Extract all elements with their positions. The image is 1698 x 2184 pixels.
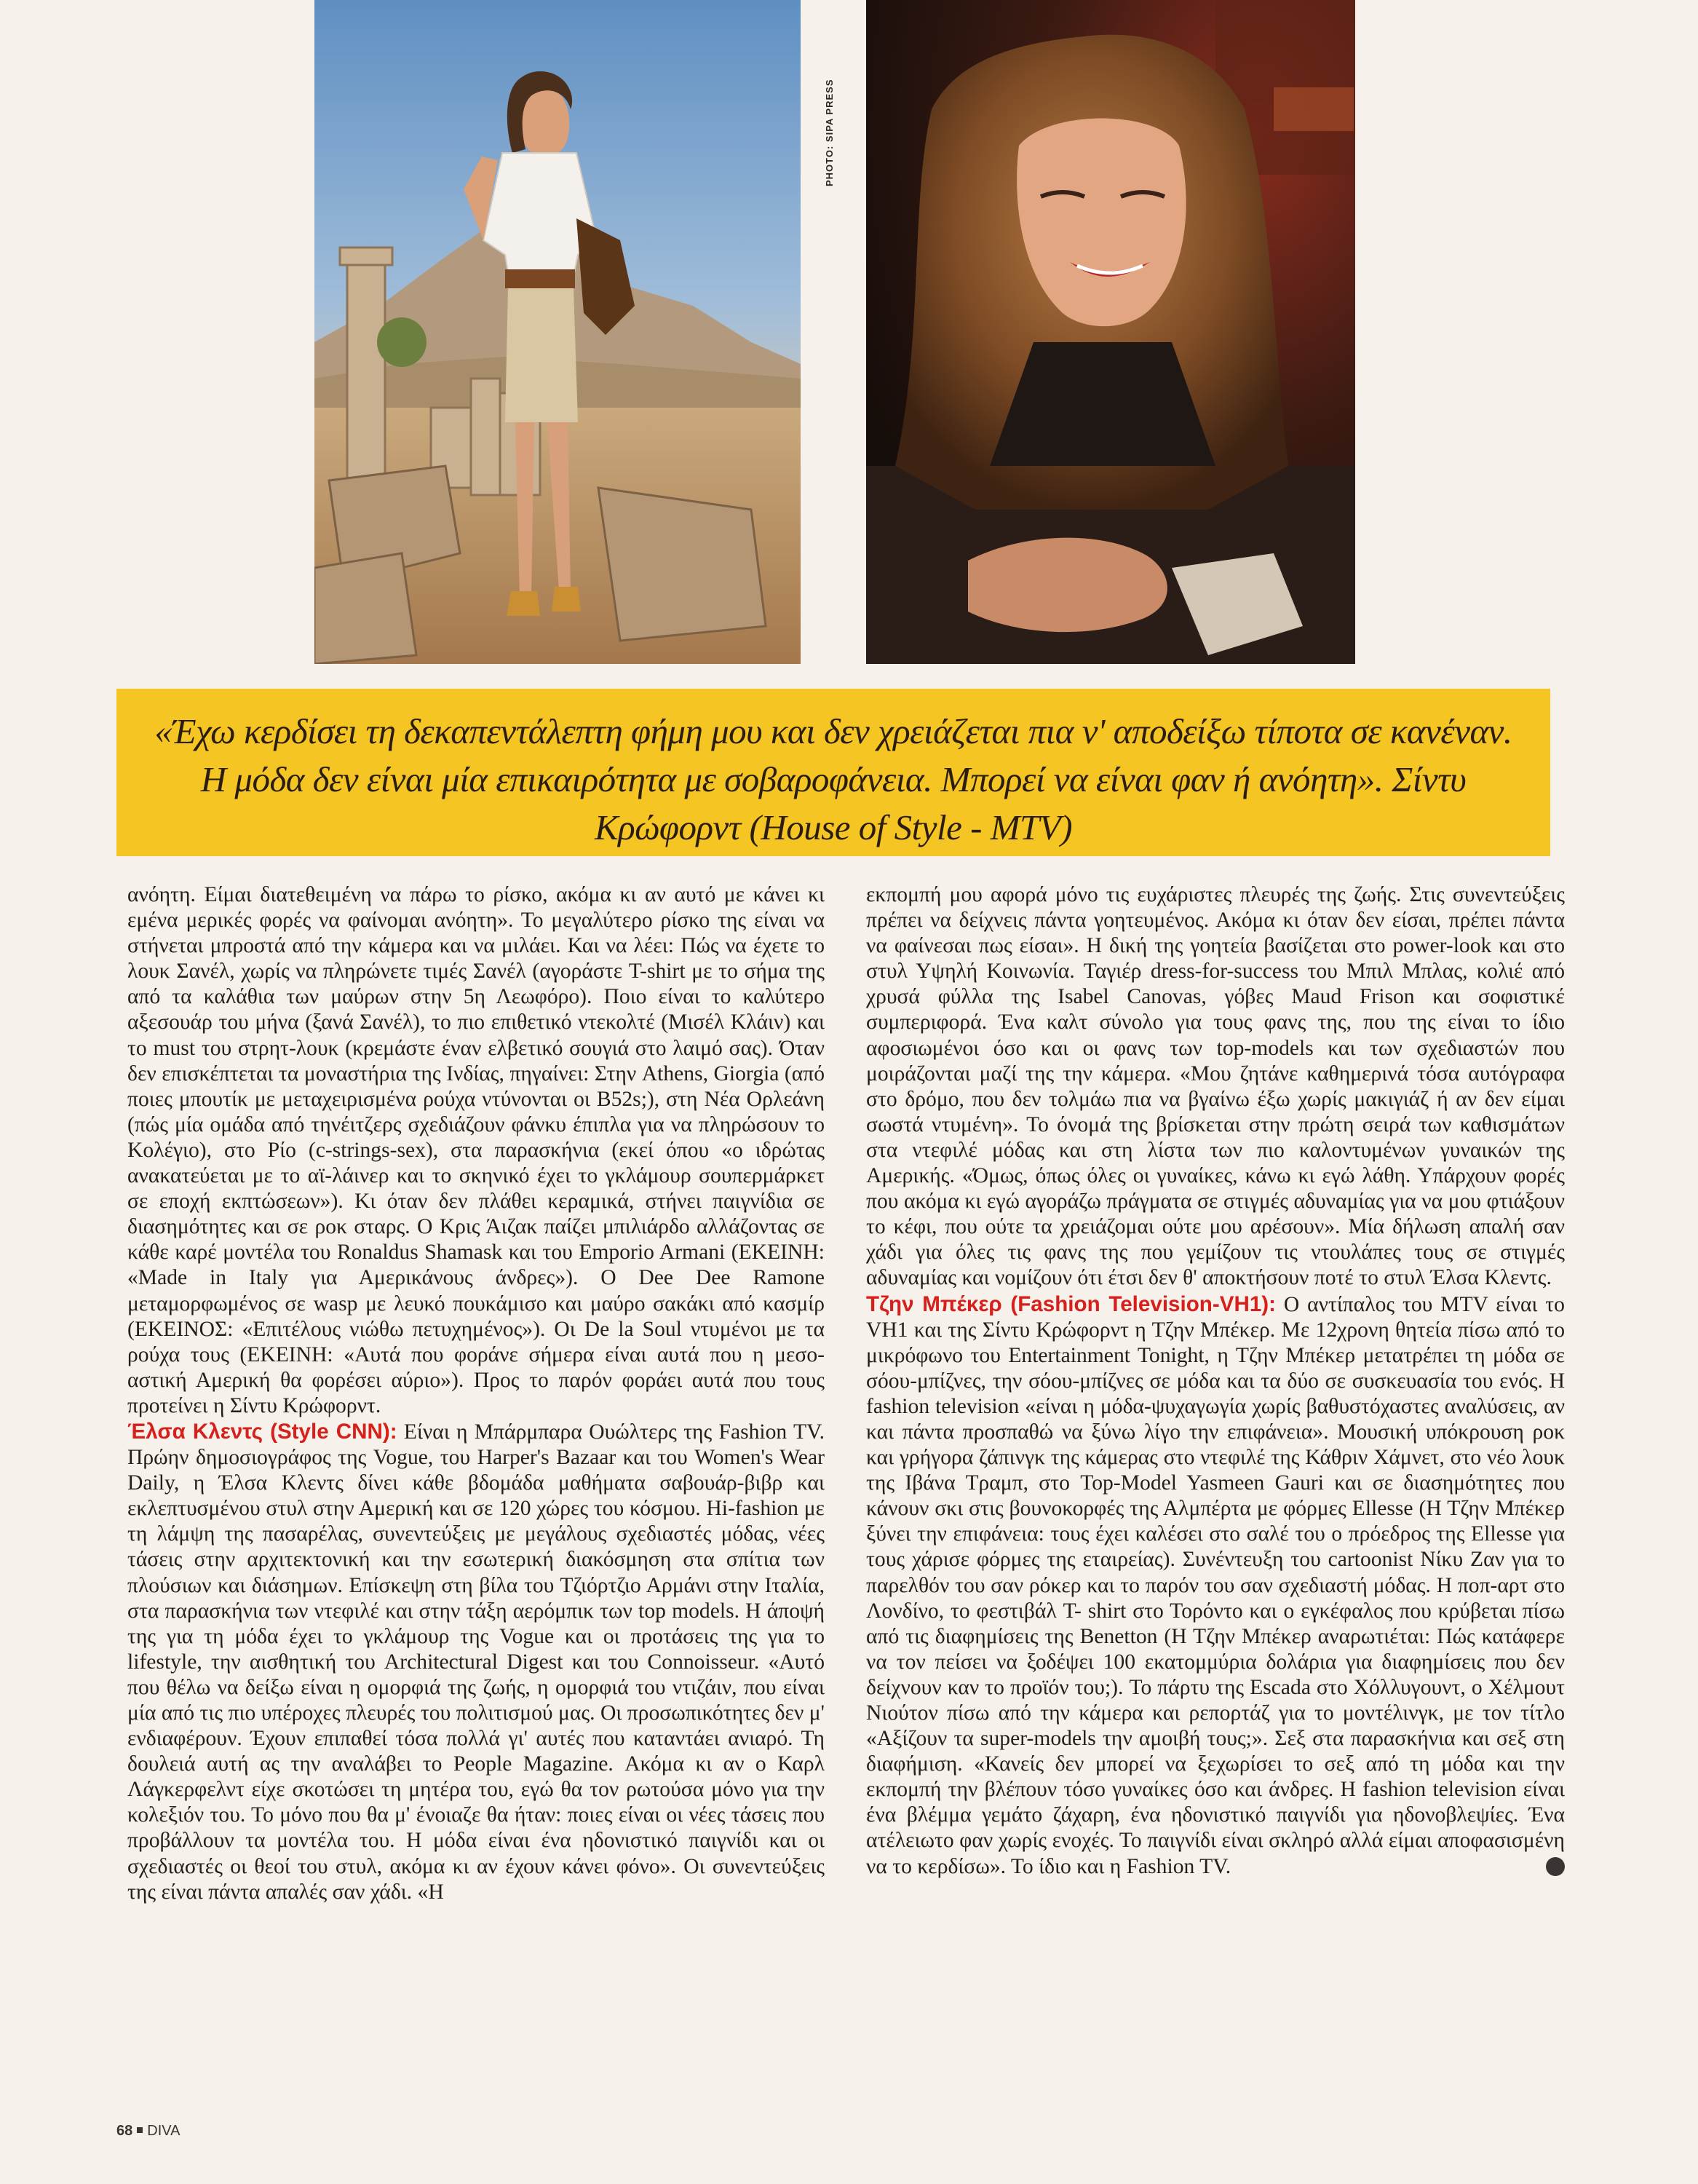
paragraph: εκπομπή μου αφορά μόνο τις ευχάριστες πλευρές της ζωής. Στις συνεντεύξεις πρέπει να δείχνεις πάντα γοητευμένος. Ακόμα κι όταν δεν είσαι, πρέπει πάντα να φαίνεσαι πως είσαι». Η δική της γοητεία βασίζεται στο power-look και στο στυλ Υψηλή Κοινωνία. Ταγιέρ dress-for-success του Μπιλ Μπλας, κολιέ από χρυσά φύλλα της Isabel Canovas, γόβες Maud Frison και σοφιστικέ συμπεριφορά. Ένα καλτ σύνολο για τους φανς της, που της είναι το ίδιο αφοσιωμένοι όσο και οι φανς των top-models και των σχεδιαστών που μοιράζονται μαζί της την κάμερα. «Μου ζητάνε καθημερινά τόσα αυτόγραφα στο δρόμο, που δεν τολμάω πια να βγαίνω έξω χωρίς μακιγιάζ ή αν δεν είμαι σωστά ντυμένη». Το όνομά της βρίσκεται στην πρώτη σειρά των καθισμάτων στα ντεφιλέ μόδας και στη λίστα των πιο καλοντυμένων γυναικών της Αμερικής. «Όμως, όπως όλες οι γυναίκες, κάνω κι εγώ λάθη. Υπάρχουν φορές που ακόμα κι εγώ αγοράζω πράγματα σε στιγμές αδυναμίας για να μου φτιάξουν το κέφι, που ούτε τα χρειάζομαι ούτε μου αρέσουν». Μία δήλωση απαλή σαν χάδι για όλες τις φανς της που γεμίζουν τις ντουλάπες τους σε στιγμές αδυναμίας και νομίζουν ότι έτσι δεν θ' αποκτήσουν ποτέ το στυλ Έλσα Κλεντς. <box>866 883 1565 1290</box>
page-number: 68 <box>116 2123 133 2139</box>
pull-quote-banner <box>116 689 1550 856</box>
photo-right <box>866 0 1355 664</box>
paragraph: ανόητη. Είμαι διατεθειμένη να πάρω το ρίσκο, ακόμα κι αν αυτό με κάνει κι εμένα μερικές φορές να φαίνομαι ανόητη». Το μεγαλύτερο ρίσκο της είναι να στήνεται μπροστά από την κάμερα και να μιλάει. Και να λέει: Πώς να έχετε το λουκ Σανέλ, χωρίς να πληρώνετε τιμές Σανέλ (αγοράστε T-shirt με το σήμα της από τα καλάθια των μαύρων στην 5η Λεωφόρο). Ποιο είναι το καλύτερο αξεσουάρ του μήνα (ξανά Σανέλ), το πιο επιθετικό ντεκολτέ (Μισέλ Κλάιν) και το must του στρητ-λουκ (κρεμάστε έναν ελβετικό σουγιά στο λαιμό σας). Όταν δεν επισκέπτεται τα μοναστήρια της Ινδίας, πηγαίνει: Στην Athens, Giorgia (από ποιες μπουτίκ με μεταχειρισμένα ρούχα ντύνονται οι B52s;), στη Νέα Ορλεάνη (πώς μία ομάδα από τηνέιτζερς σχεδιάζουν φάνκυ έπιπλα για να πληρώσουν το Κολέγιο), στο Ρίο (c-strings-sex), στα παρασκήνια (εκεί όπου «ο ιδρώτας ανακατεύεται με το αϊ-λάινερ και το σκηνικό έχει το γκλάμουρ σουπερμάρκετ σε εποχή εκπτώσεων»). Κι όταν δεν πλάθει κεραμικά, στήνει παιγνίδια σε διασημότητες και σε ροκ σταρς. Ο Κρις Άιζακ παίζει μπιλιάρδο αλλάζοντας σε κάθε καρέ μοντέλα του Ronaldus Shamask και του Emporio Armani (ΕΚΕΙΝΗ: «Made in Italy για Αμερικάνους άνδρες»). Ο Dee Dee Ramone μεταμορφωμένος σε wasp με λευκό πουκάμισο και μαύρο σακάκι από κασμίρ (ΕΚΕΙΝΟΣ: «Επιτέλους νιώθω πετυχημένος»). Οι De la Soul ντυμένοι με τα ρούχα τους (ΕΚΕΙΝΗ: «Αυτά που φοράνε σήμερα είναι αυτά που η μεσο-αστική Αμερική θα φορέσει αύριο»). Προς το παρόν φοράει αυτά που τους προτείνει η Σίντυ Κρώφορντ. <box>127 883 825 1417</box>
paragraph: Είναι η Μπάρμπαρα Ουώλτερς της Fashion TV. Πρώην δημοσιογράφος της Vogue, του Harper's Bazaar και του Women's Wear Daily, η Έλσα Κλεντς δίνει κάθε βδομάδα μαθήματα σαβουάρ-βιβρ και εκλεπτυσμένου στυλ στην Αμερική και σε 120 χώρες του κόσμου. Hi-fashion με τη λάμψη της πασαρέλας, συνεντεύξεις με μεγάλους σχεδιαστές μόδας, νέες τάσεις στην αρχιτεκτονική και την εσωτερική διακόσμηση στα σπίτια των πλούσιων και διάσημων. Επίσκεψη στη βίλα του Τζιόρτζιο Αρμάνι στην Ιταλία, στα παρασκήνια των ντεφιλέ και στην τάξη αερόμπικ των top models. Η άποψή της για τη μόδα έχει το γκλάμουρ της Vogue και οι προτάσεις της για το lifestyle, την αισθητική του Architectural Digest και του Connoisseur. «Αυτό που θέλω να δείξω είναι η ομορφιά της ζωής, η ομορφιά του ντιζάιν, που είναι μία από τις πιο υπέροχες πλευρές του πολιτισμού μας. Οι προσωπικότητες δεν μ' ενδιαφέρουν. Έχουν επιπαθεί τόσα πολλά γι' αυτές που καταντάει ανιαρό. Τη δουλειά αυτή ας την αναλάβει το People Magazine. Ακόμα κι αν ο Καρλ Λάγκερφελντ είχε σκοτώσει τη μητέρα του, εγώ θα τον ρωτούσα μόνο για την κολεξιόν του. Το μόνο που θα μ' ένοιαζε θα ήταν: ποιες είναι οι νέες τάσεις που προβάλλουν τα μοντέλα του. Η μόδα είναι ένα ηδονιστικό παιγνίδι και οι σχεδιαστές οι θεοί του στυλ, ακόμα κι αν έχουν κάνει φόνο». Οι συνεντεύξεις της είναι πάντα απαλές σαν χάδι. «Η <box>127 1420 825 1904</box>
photo-left <box>314 0 801 664</box>
photo-right-illustration <box>866 0 1355 664</box>
separator-square-icon <box>137 2127 143 2133</box>
subheading-elsa-klentz: Έλσα Κλεντς (Style CNN): <box>127 1419 397 1444</box>
photo-left-illustration <box>314 0 801 664</box>
text-column-right <box>866 882 1565 1880</box>
page-footer <box>116 2123 180 2140</box>
paragraph: Ο αντίπαλος του MTV είναι το VH1 και της Σίντυ Κρώφορντ η Τζην Μπέκερ. Με 12χρονη θητεία πίσω από το μικρόφωνο του Entertainment Tonight, η Τζην Μπέκερ μετατρέπει τη μόδα σε σόου-μπίζνες, την σόου-μπίζνες σε μόδα και τα δύο σε συσκευασία του ενός. Η fashion television «είναι η μόδα-ψυχαγωγία χωρίς βαθυστόχαστες αναλύσεις, αν και πάντα προσπαθώ να ξύνω λίγο την επιφάνεια». Μουσική υπόκρουση ροκ και γρήγορα ζάπινγκ της κάμερας στο ντεφιλέ της Κάθριν Χάμνετ, στο νέο λουκ της Ιβάνα Τραμπ, στο Top-Model Yasmeen Gauri και σε διασημότητες που κάνουν σκι στις βουνοκορφές της Αλμπέρτα με φόρμες Ellesse (Η Τζην Μπέκερ ξύνει την επιφάνεια: τους έχει καλέσει στο σαλέ του ο πρόεδρος της Ellesse για τους χάρισε φόρμες της εταιρείας). Συνέντευξη του cartoonist Νίκυ Ζαν για το παρελθόν του σαν ρόκερ και το παρόν του σαν σχεδιαστή μόδας. Η ποπ-αρτ στο Λονδίνο, το φεστιβάλ T- shirt στο Τορόντο και ο εγκέφαλος που κρύβεται πίσω από τις διαφημίσεις της Benetton (Η Τζην Μπέκερ αναρωτιέται: Πώς κατάφερε να τον πείσει να ξοδέψει 100 εκατομμύρια δολάρια για διαφημίσεις που δεν δείχνουν καν το προϊόν του;). Το πάρτυ της Escada στο Χόλλυγουντ, ο Χέλμουτ Νιούτον πίσω από την κάμερα και ρεπορτάζ για το μοντέλινγκ, με τον τίτλο «Αξίζουν τα super-models την αμοιβή τους;». Σεξ στα παρασκήνια και σεξ στη διαφήμιση. «Κανείς δεν μπορεί να ξεχωρίσει το σεξ από τη μόδα και την εκπομπή την βλέπουν τόσο γυναίκες όσο και άνδρες. Η fashion television είναι ένα βλέμμα γεμάτο ζάχαρη, ένα ηδονιστικό παιγνίδι για ηδονοβλεψίες. Ένα ατέλειωτο φαν χωρίς ενοχές. Το παιγνίδι είναι σκληρό αλλά είμαι αποφασισμένη να το κερδίσω». Το ίδιο και η Fashion TV. <box>866 1292 1565 1878</box>
section-paragraph <box>866 1291 1565 1880</box>
end-of-article-dot-icon <box>1546 1857 1565 1876</box>
magazine-name: DIVA <box>147 2123 180 2139</box>
text-column-left <box>127 882 825 1905</box>
photo-credit: PHOTO: SIPA PRESS <box>824 79 835 186</box>
pull-quote-text: «Έχω κερδίσει τη δεκαπεντάλεπτη φήμη μου και δεν χρειάζεται πια ν' αποδείξω τίποτα σε κανέναν. Η μόδα δεν είναι μία επικαιρότητα με σοβαροφάνεια. Μπορεί να είναι φαν ή ανόητη». Σίντυ Κρώφορντ (House of Style - MTV) <box>154 711 1512 847</box>
subheading-jeanne-becker: Τζην Μπέκερ (Fashion Television-VH1): <box>866 1291 1277 1316</box>
section-paragraph <box>127 1419 825 1905</box>
